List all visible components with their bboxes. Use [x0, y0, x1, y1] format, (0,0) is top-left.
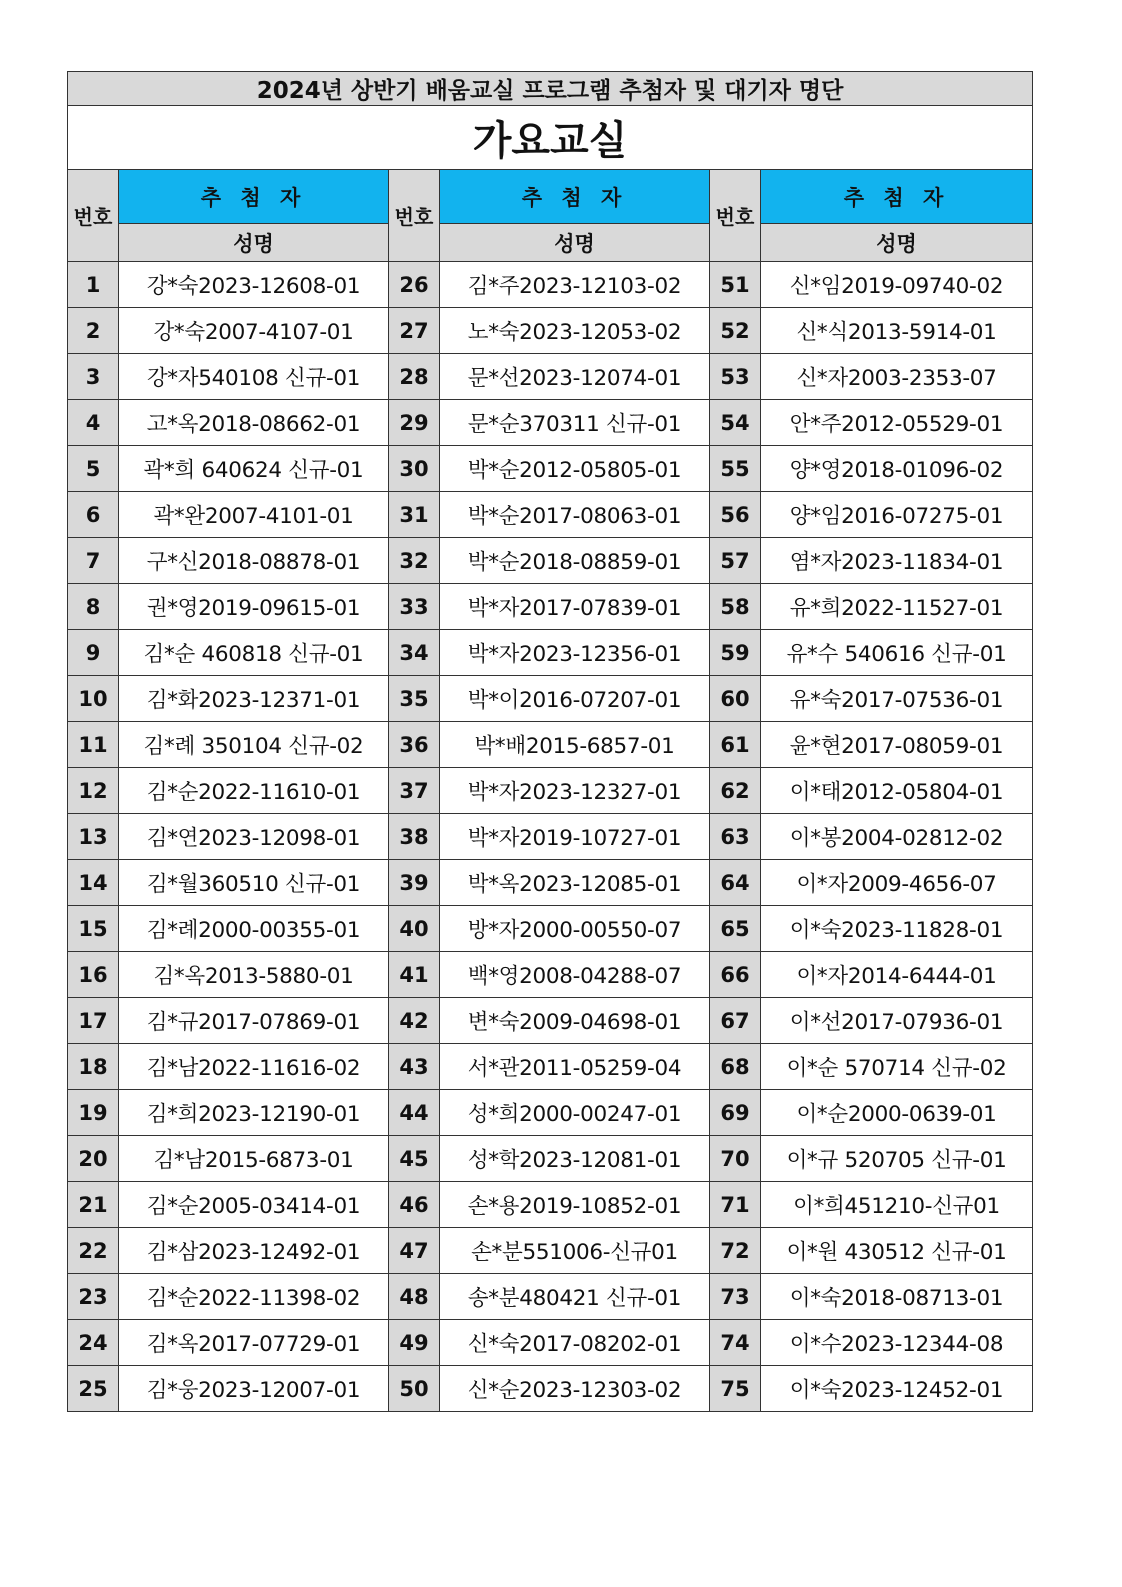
entry-number: 31	[389, 492, 440, 538]
entry-number: 11	[68, 722, 119, 768]
table-row	[68, 1320, 1033, 1366]
entry-name: 이*희451210-신규01	[761, 1182, 1033, 1228]
entry-name: 곽*완2007-4101-01	[119, 492, 389, 538]
entry-number: 60	[710, 676, 761, 722]
entry-number: 24	[68, 1320, 119, 1366]
entry-name: 문*순370311 신규-01	[440, 400, 710, 446]
entry-number: 14	[68, 860, 119, 906]
table-row	[68, 446, 1033, 492]
entry-number: 65	[710, 906, 761, 952]
entry-name: 서*관2011-05259-04	[440, 1044, 710, 1090]
entry-name: 유*수 540616 신규-01	[761, 630, 1033, 676]
entry-name: 김*옥2013-5880-01	[119, 952, 389, 998]
entry-number: 75	[710, 1366, 761, 1412]
table-row	[68, 1044, 1033, 1090]
table-row	[68, 538, 1033, 584]
entry-name: 권*영2019-09615-01	[119, 584, 389, 630]
entry-name: 이*선2017-07936-01	[761, 998, 1033, 1044]
table-row	[68, 722, 1033, 768]
entry-name: 박*자2023-12356-01	[440, 630, 710, 676]
entry-name: 김*례 350104 신규-02	[119, 722, 389, 768]
table-row	[68, 584, 1033, 630]
entry-name: 염*자2023-11834-01	[761, 538, 1033, 584]
entry-number: 47	[389, 1228, 440, 1274]
entry-name: 윤*현2017-08059-01	[761, 722, 1033, 768]
entry-name: 노*숙2023-12053-02	[440, 308, 710, 354]
entry-name: 김*순2022-11610-01	[119, 768, 389, 814]
table-row	[68, 400, 1033, 446]
entry-number: 50	[389, 1366, 440, 1412]
entry-name: 신*식2013-5914-01	[761, 308, 1033, 354]
entry-name: 강*자540108 신규-01	[119, 354, 389, 400]
entry-name: 유*희2022-11527-01	[761, 584, 1033, 630]
roster-body	[68, 262, 1033, 1412]
entry-name: 이*수2023-12344-08	[761, 1320, 1033, 1366]
entry-number: 5	[68, 446, 119, 492]
table-row	[68, 492, 1033, 538]
entry-name: 이*숙2018-08713-01	[761, 1274, 1033, 1320]
winner-group-header: 추 첨 자	[119, 170, 389, 224]
entry-number: 17	[68, 998, 119, 1044]
name-header: 성명	[761, 224, 1033, 262]
entry-number: 34	[389, 630, 440, 676]
document-subtitle: 2024년 상반기 배움교실 프로그램 추첨자 및 대기자 명단	[68, 72, 1033, 106]
entry-name: 신*숙2017-08202-01	[440, 1320, 710, 1366]
table-row	[68, 1136, 1033, 1182]
table-row	[68, 768, 1033, 814]
number-header: 번호	[68, 170, 119, 262]
entry-number: 59	[710, 630, 761, 676]
winner-group-header: 추 첨 자	[761, 170, 1033, 224]
entry-number: 37	[389, 768, 440, 814]
entry-name: 이*순2000-0639-01	[761, 1090, 1033, 1136]
entry-name: 박*순2012-05805-01	[440, 446, 710, 492]
table-row	[68, 952, 1033, 998]
entry-number: 12	[68, 768, 119, 814]
table-row	[68, 262, 1033, 308]
name-header: 성명	[119, 224, 389, 262]
entry-number: 48	[389, 1274, 440, 1320]
table-row	[68, 308, 1033, 354]
number-header: 번호	[389, 170, 440, 262]
entry-name: 김*순2022-11398-02	[119, 1274, 389, 1320]
entry-name: 김*례2000-00355-01	[119, 906, 389, 952]
entry-number: 18	[68, 1044, 119, 1090]
entry-number: 64	[710, 860, 761, 906]
entry-number: 72	[710, 1228, 761, 1274]
entry-number: 3	[68, 354, 119, 400]
entry-number: 71	[710, 1182, 761, 1228]
entry-name: 김*웅2023-12007-01	[119, 1366, 389, 1412]
entry-name: 손*용2019-10852-01	[440, 1182, 710, 1228]
entry-number: 51	[710, 262, 761, 308]
entry-number: 23	[68, 1274, 119, 1320]
table-row	[68, 1274, 1033, 1320]
table-row	[68, 906, 1033, 952]
entry-number: 6	[68, 492, 119, 538]
entry-name: 유*숙2017-07536-01	[761, 676, 1033, 722]
entry-name: 신*순2023-12303-02	[440, 1366, 710, 1412]
entry-number: 36	[389, 722, 440, 768]
entry-number: 32	[389, 538, 440, 584]
entry-number: 42	[389, 998, 440, 1044]
entry-name: 김*월360510 신규-01	[119, 860, 389, 906]
entry-name: 양*영2018-01096-02	[761, 446, 1033, 492]
entry-number: 58	[710, 584, 761, 630]
entry-name: 김*남2022-11616-02	[119, 1044, 389, 1090]
entry-number: 61	[710, 722, 761, 768]
entry-number: 21	[68, 1182, 119, 1228]
entry-number: 38	[389, 814, 440, 860]
entry-name: 이*순 570714 신규-02	[761, 1044, 1033, 1090]
entry-name: 김*남2015-6873-01	[119, 1136, 389, 1182]
entry-number: 74	[710, 1320, 761, 1366]
entry-number: 35	[389, 676, 440, 722]
entry-number: 41	[389, 952, 440, 998]
entry-name: 성*학2023-12081-01	[440, 1136, 710, 1182]
entry-number: 1	[68, 262, 119, 308]
entry-name: 박*순2017-08063-01	[440, 492, 710, 538]
entry-name: 신*자2003-2353-07	[761, 354, 1033, 400]
entry-number: 57	[710, 538, 761, 584]
entry-name: 손*분551006-신규01	[440, 1228, 710, 1274]
entry-number: 4	[68, 400, 119, 446]
entry-name: 김*순2005-03414-01	[119, 1182, 389, 1228]
entry-name: 이*숙2023-12452-01	[761, 1366, 1033, 1412]
entry-number: 55	[710, 446, 761, 492]
entry-name: 박*옥2023-12085-01	[440, 860, 710, 906]
entry-number: 19	[68, 1090, 119, 1136]
entry-number: 67	[710, 998, 761, 1044]
entry-name: 박*자2023-12327-01	[440, 768, 710, 814]
entry-number: 10	[68, 676, 119, 722]
entry-number: 13	[68, 814, 119, 860]
entry-name: 안*주2012-05529-01	[761, 400, 1033, 446]
roster-sheet	[67, 71, 1032, 1412]
entry-number: 45	[389, 1136, 440, 1182]
entry-name: 박*자2019-10727-01	[440, 814, 710, 860]
table-row	[68, 1182, 1033, 1228]
entry-name: 박*자2017-07839-01	[440, 584, 710, 630]
entry-name: 백*영2008-04288-07	[440, 952, 710, 998]
entry-name: 이*자2009-4656-07	[761, 860, 1033, 906]
entry-number: 73	[710, 1274, 761, 1320]
entry-number: 28	[389, 354, 440, 400]
page-title: 가요교실	[68, 106, 1033, 170]
entry-name: 김*삼2023-12492-01	[119, 1228, 389, 1274]
entry-name: 김*희2023-12190-01	[119, 1090, 389, 1136]
entry-number: 15	[68, 906, 119, 952]
entry-number: 49	[389, 1320, 440, 1366]
entry-number: 33	[389, 584, 440, 630]
entry-name: 강*숙2023-12608-01	[119, 262, 389, 308]
table-row	[68, 814, 1033, 860]
entry-name: 이*규 520705 신규-01	[761, 1136, 1033, 1182]
entry-number: 46	[389, 1182, 440, 1228]
name-header: 성명	[440, 224, 710, 262]
entry-name: 이*원 430512 신규-01	[761, 1228, 1033, 1274]
table-row	[68, 630, 1033, 676]
entry-number: 7	[68, 538, 119, 584]
entry-number: 43	[389, 1044, 440, 1090]
entry-number: 70	[710, 1136, 761, 1182]
entry-name: 박*배2015-6857-01	[440, 722, 710, 768]
entry-name: 양*임2016-07275-01	[761, 492, 1033, 538]
entry-name: 이*숙2023-11828-01	[761, 906, 1033, 952]
entry-name: 김*주2023-12103-02	[440, 262, 710, 308]
entry-number: 16	[68, 952, 119, 998]
table-row	[68, 1090, 1033, 1136]
entry-name: 신*임2019-09740-02	[761, 262, 1033, 308]
entry-number: 30	[389, 446, 440, 492]
roster-table	[67, 71, 1033, 1412]
entry-number: 62	[710, 768, 761, 814]
entry-number: 66	[710, 952, 761, 998]
entry-number: 2	[68, 308, 119, 354]
entry-name: 방*자2000-00550-07	[440, 906, 710, 952]
entry-number: 53	[710, 354, 761, 400]
entry-number: 40	[389, 906, 440, 952]
entry-name: 문*선2023-12074-01	[440, 354, 710, 400]
entry-name: 성*희2000-00247-01	[440, 1090, 710, 1136]
table-row	[68, 676, 1033, 722]
entry-name: 고*옥2018-08662-01	[119, 400, 389, 446]
entry-name: 김*순 460818 신규-01	[119, 630, 389, 676]
table-row	[68, 1228, 1033, 1274]
entry-name: 송*분480421 신규-01	[440, 1274, 710, 1320]
table-row	[68, 354, 1033, 400]
entry-number: 9	[68, 630, 119, 676]
entry-number: 63	[710, 814, 761, 860]
entry-name: 구*신2018-08878-01	[119, 538, 389, 584]
winner-group-header: 추 첨 자	[440, 170, 710, 224]
table-row	[68, 860, 1033, 906]
entry-number: 26	[389, 262, 440, 308]
entry-name: 변*숙2009-04698-01	[440, 998, 710, 1044]
entry-number: 25	[68, 1366, 119, 1412]
entry-number: 20	[68, 1136, 119, 1182]
entry-number: 39	[389, 860, 440, 906]
entry-name: 이*태2012-05804-01	[761, 768, 1033, 814]
number-header: 번호	[710, 170, 761, 262]
entry-number: 44	[389, 1090, 440, 1136]
entry-name: 이*봉2004-02812-02	[761, 814, 1033, 860]
entry-name: 이*자2014-6444-01	[761, 952, 1033, 998]
entry-number: 56	[710, 492, 761, 538]
entry-number: 27	[389, 308, 440, 354]
entry-name: 김*연2023-12098-01	[119, 814, 389, 860]
entry-name: 김*옥2017-07729-01	[119, 1320, 389, 1366]
entry-number: 29	[389, 400, 440, 446]
entry-number: 69	[710, 1090, 761, 1136]
entry-name: 강*숙2007-4107-01	[119, 308, 389, 354]
entry-number: 8	[68, 584, 119, 630]
entry-number: 52	[710, 308, 761, 354]
table-row	[68, 998, 1033, 1044]
entry-name: 곽*희 640624 신규-01	[119, 446, 389, 492]
entry-number: 22	[68, 1228, 119, 1274]
entry-name: 박*이2016-07207-01	[440, 676, 710, 722]
entry-number: 68	[710, 1044, 761, 1090]
entry-name: 김*화2023-12371-01	[119, 676, 389, 722]
entry-name: 박*순2018-08859-01	[440, 538, 710, 584]
entry-name: 김*규2017-07869-01	[119, 998, 389, 1044]
table-row	[68, 1366, 1033, 1412]
entry-number: 54	[710, 400, 761, 446]
